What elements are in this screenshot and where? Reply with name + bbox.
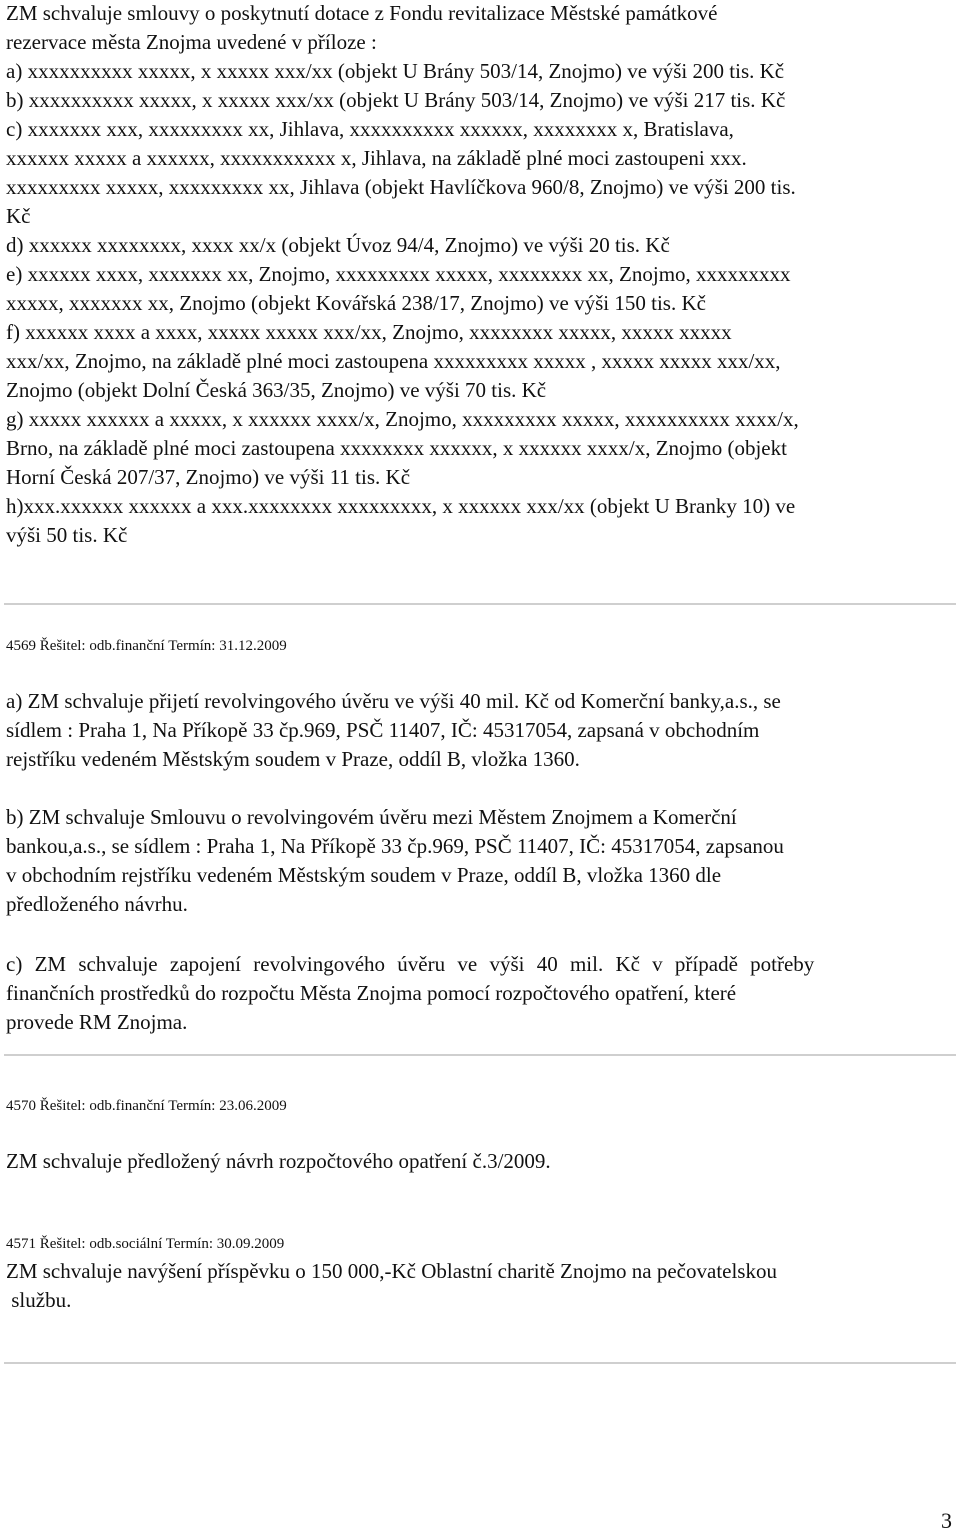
list-item-c: c) xxxxxxx xxx, xxxxxxxxx xx, Jihlava, xxxxxxxxxx xxxxxx, xxxxxxxx x, Bratislava, (6, 117, 734, 141)
divider (4, 603, 956, 605)
list-item-f-cont: xxx/xx, Znojmo, na základě plné moci zastoupena xxxxxxxxx xxxxx , xxxxx xxxxx xxx/xx, (6, 349, 781, 373)
list-item-g-cont: Horní Česká 207/37, Znojmo) ve výši 11 tis. Kč (6, 465, 411, 489)
paragraph-line: službu. (6, 1288, 72, 1312)
paragraph-line: v obchodním rejstříku vedeném Městským soudem v Praze, oddíl B, vložka 1360 dle (6, 863, 722, 887)
list-item-c-cont: xxxxxxxxx xxxxx, xxxxxxxxx xx, Jihlava (objekt Havlíčkova 960/8, Znojmo) ve výši 200 tis. (6, 175, 796, 199)
paragraph-line: ZM schvaluje smlouvy o poskytnutí dotace z Fondu revitalizace Městské památkové (6, 1, 718, 25)
paragraph-line: ZM schvaluje navýšení příspěvku o 150 000,-Kč Oblastní charitě Znojmo na pečovatelskou (6, 1259, 777, 1283)
divider (4, 1362, 956, 1364)
paragraph-line: finančních prostředků do rozpočtu Města Znojma pomocí rozpočtového opatření, které (6, 981, 737, 1005)
paragraph-line: a) ZM schvaluje přijetí revolvingového úvěru ve výši 40 mil. Kč od Komerční banky,a.s., se (6, 689, 781, 713)
paragraph-line: rezervace města Znojma uvedené v příloze : (6, 30, 377, 54)
list-item-c-cont: xxxxxx xxxxx a xxxxxx, xxxxxxxxxxx x, Jihlava, na základě plné moci zastoupeni xxx. (6, 146, 747, 170)
paragraph-line: bankou,a.s., se sídlem : Praha 1, Na Příkopě 33 čp.969, PSČ 11407, IČ: 45317054, zapsanou (6, 834, 784, 858)
paragraph-line: rejstříku vedeném Městským soudem v Praze, oddíl B, vložka 1360. (6, 747, 580, 771)
list-item-c-cont: Kč (6, 204, 31, 228)
list-item-e-cont: xxxxx, xxxxxxx xx, Znojmo (objekt Kovářská 238/17, Znojmo) ve výši 150 tis. Kč (6, 291, 706, 315)
resolution-header: 4569 Řešitel: odb.finanční Termín: 31.12.2009 (6, 638, 287, 654)
paragraph-line: ZM schvaluje předložený návrh rozpočtového opatření č.3/2009. (6, 1149, 551, 1173)
list-item-a: a) xxxxxxxxxx xxxxx, x xxxxx xxx/xx (objekt U Brány 503/14, Znojmo) ve výši 200 tis. Kč (6, 59, 785, 83)
list-item-f: f) xxxxxx xxxx a xxxx, xxxxx xxxxx xxx/xx, Znojmo, xxxxxxxx xxxxx, xxxxx xxxxx (6, 320, 732, 344)
list-item-g: g) xxxxx xxxxxx a xxxxx, x xxxxxx xxxx/x, Znojmo, xxxxxxxxx xxxxx, xxxxxxxxxx xxxx/x, (6, 407, 799, 431)
list-item-g-cont: Brno, na základě plné moci zastoupena xxxxxxxx xxxxxx, x xxxxxx xxxx/x, Znojmo (objekt (6, 436, 787, 460)
divider (4, 1054, 956, 1056)
paragraph-line: předloženého návrhu. (6, 892, 188, 916)
list-item-f-cont: Znojmo (objekt Dolní Česká 363/35, Znojmo) ve výši 70 tis. Kč (6, 378, 547, 402)
list-item-b: b) xxxxxxxxxx xxxxx, x xxxxx xxx/xx (objekt U Brány 503/14, Znojmo) ve výši 217 tis. Kč (6, 88, 786, 112)
page-number: 3 (941, 1508, 952, 1533)
list-item-h-cont: výši 50 tis. Kč (6, 523, 128, 547)
paragraph-line: c) ZM schvaluje zapojení revolvingového úvěru ve výši 40 mil. Kč v případě potřeby (6, 952, 815, 976)
paragraph-line: sídlem : Praha 1, Na Příkopě 33 čp.969, PSČ 11407, IČ: 45317054, zapsaná v obchodním (6, 718, 760, 742)
list-item-d: d) xxxxxx xxxxxxxx, xxxx xx/x (objekt Úvoz 94/4, Znojmo) ve výši 20 tis. Kč (6, 233, 670, 257)
list-item-e: e) xxxxxx xxxx, xxxxxxx xx, Znojmo, xxxxxxxxx xxxxx, xxxxxxxx xx, Znojmo, xxxxxxxxx (6, 262, 791, 286)
paragraph-line: b) ZM schvaluje Smlouvu o revolvingovém úvěru mezi Městem Znojmem a Komerční (6, 805, 737, 829)
resolution-header: 4570 Řešitel: odb.finanční Termín: 23.06.2009 (6, 1098, 287, 1114)
resolution-header: 4571 Řešitel: odb.sociální Termín: 30.09.2009 (6, 1236, 285, 1252)
list-item-h: h)xxx.xxxxxx xxxxxx a xxx.xxxxxxxx xxxxxxxxx, x xxxxxx xxx/xx (objekt U Branky 10) ve (6, 494, 796, 518)
paragraph-line: provede RM Znojma. (6, 1010, 188, 1034)
